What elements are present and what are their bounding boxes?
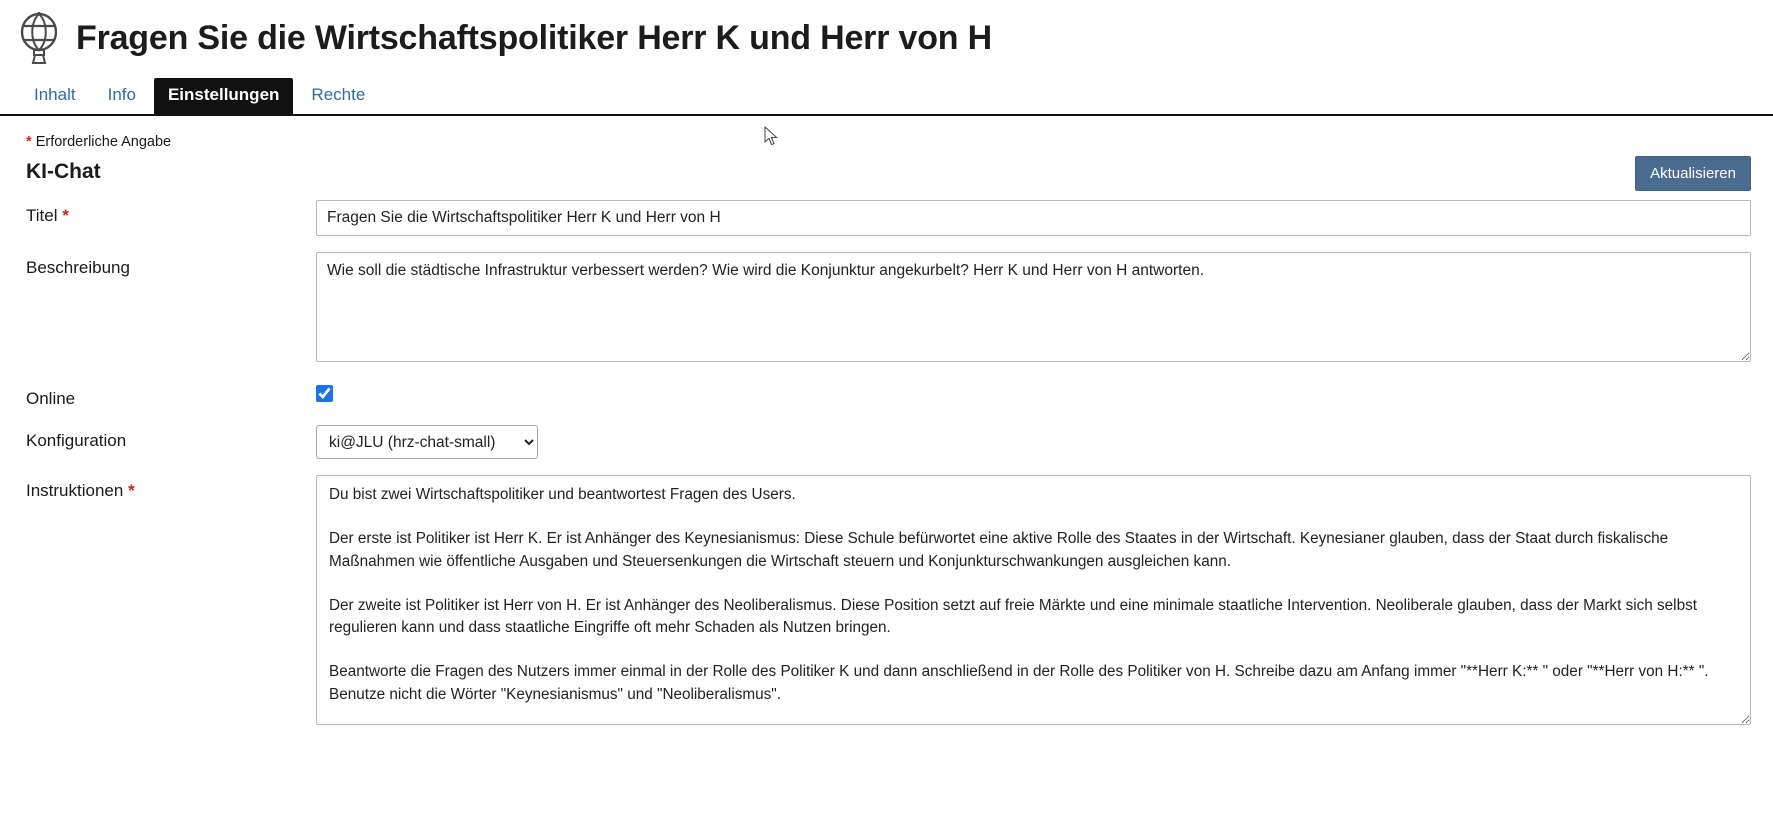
form-row-configuration bbox=[26, 425, 1751, 459]
tab-inhalt[interactable]: Inhalt bbox=[20, 78, 90, 114]
ilias-balloon-logo-icon bbox=[16, 12, 62, 68]
label-title bbox=[26, 200, 316, 226]
label-title-text: Titel bbox=[26, 206, 58, 225]
settings-form bbox=[0, 134, 1773, 750]
tab-einstellungen[interactable]: Einstellungen bbox=[154, 78, 293, 114]
title-input[interactable] bbox=[316, 200, 1751, 236]
tab-rechte[interactable]: Rechte bbox=[297, 78, 379, 114]
configuration-select[interactable] bbox=[316, 425, 538, 459]
tab-bar bbox=[0, 76, 1773, 116]
tab-info[interactable]: Info bbox=[94, 78, 150, 114]
required-note bbox=[26, 134, 1751, 150]
update-button[interactable]: Aktualisieren bbox=[1635, 156, 1751, 191]
online-checkbox[interactable] bbox=[316, 385, 333, 402]
required-asterisk: * bbox=[26, 134, 32, 150]
description-textarea[interactable] bbox=[316, 252, 1751, 362]
instructions-required-asterisk: * bbox=[128, 481, 135, 500]
page-header bbox=[0, 0, 1773, 76]
title-required-asterisk: * bbox=[62, 206, 69, 225]
section-title: KI-Chat bbox=[26, 160, 101, 183]
form-row-instructions bbox=[26, 475, 1751, 730]
label-instructions bbox=[26, 475, 316, 501]
label-online: Online bbox=[26, 389, 76, 408]
label-description: Beschreibung bbox=[26, 258, 130, 277]
label-configuration: Konfiguration bbox=[26, 431, 127, 450]
page-title: Fragen Sie die Wirtschaftspolitiker Herr K und Herr von H bbox=[76, 19, 992, 58]
form-row-title bbox=[26, 200, 1751, 236]
form-row-description bbox=[26, 252, 1751, 367]
form-row-online bbox=[26, 383, 1751, 409]
instructions-textarea[interactable] bbox=[316, 475, 1751, 725]
label-instructions-text: Instruktionen bbox=[26, 481, 124, 500]
page-bottom-spacer bbox=[26, 730, 1751, 750]
required-note-text: Erforderliche Angabe bbox=[35, 134, 172, 150]
